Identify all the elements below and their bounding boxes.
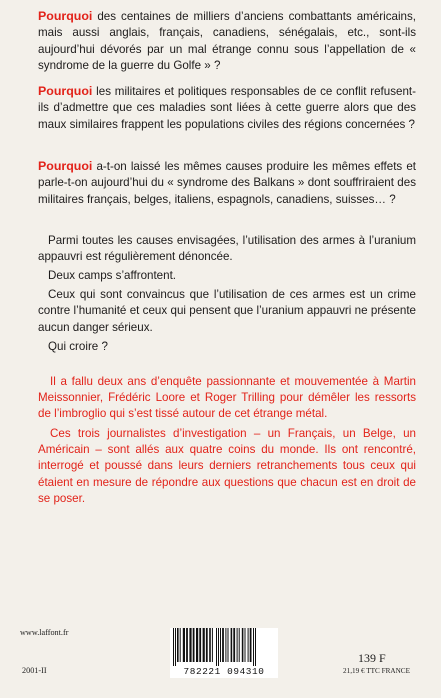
barcode-bar bbox=[220, 628, 221, 662]
barcode-bar bbox=[173, 628, 174, 666]
barcode-bar bbox=[255, 628, 256, 666]
paragraph-two-camps: Deux camps s’affrontent. bbox=[48, 269, 177, 282]
barcode-bar bbox=[248, 628, 249, 662]
barcode-digits: 782221 094310 bbox=[170, 666, 278, 678]
barcode-bar bbox=[193, 628, 195, 662]
question-text: a-t-on laissé les mêmes causes produire les mêmes effets et parle-t-on aujourd’hui du « syndrome des Balkans » dont souffriraient des militaires français, belges, italiens, espagnols, canadiens, suisses… ? bbox=[38, 160, 416, 206]
question-keyword: Pourquoi bbox=[38, 9, 93, 23]
question-3 bbox=[38, 158, 416, 208]
barcode-bar bbox=[218, 628, 219, 666]
barcode-bar bbox=[183, 628, 185, 662]
paragraph-causes: Parmi toutes les causes envisagées, l’utilisation des armes à l’uranium appauvri est régulièrement dénoncée. bbox=[38, 234, 416, 264]
barcode-bar bbox=[216, 628, 217, 666]
question-text: les militaires et politiques responsables de ce conflit refusent-ils d’admettre que ces maladies sont liées à cette guerre alors que des maux similaires frappent les populations civiles des régions concernées ? bbox=[38, 85, 416, 131]
barcode-bar bbox=[233, 628, 235, 662]
barcode-bar bbox=[222, 628, 224, 662]
barcode-bar bbox=[206, 628, 208, 662]
barcode-bar bbox=[228, 628, 229, 662]
question-keyword: Pourquoi bbox=[38, 84, 93, 98]
question-text: des centaines de milliers d’anciens combattants américains, mais aussi anglais, français, canadiens, sénégalais, etc., sont-ils aujourd’hui dévorés par un mal étrange connu sous l’appellation de « syndrome de la guerre du Golfe » ? bbox=[38, 10, 416, 73]
barcode-bar bbox=[209, 628, 211, 662]
barcode-bar bbox=[253, 628, 254, 666]
barcode-bar bbox=[196, 628, 198, 662]
barcode-bar bbox=[250, 628, 252, 662]
barcode-bar bbox=[245, 628, 246, 662]
barcode-bar bbox=[199, 628, 201, 662]
red-paragraph-investigation: Il a fallu deux ans d’enquête passionnante et mouvementée à Martin Meissonnier, Frédéric Loore et Roger Trilling pour démêler les ressorts de l’imbroglio qui s’est tissé autour de cet étrange métal. bbox=[38, 375, 416, 421]
barcode-bar bbox=[225, 628, 226, 662]
edition-code: 2001-II bbox=[22, 666, 47, 675]
question-2 bbox=[38, 83, 416, 133]
paragraph-convinced: Ceux qui sont convaincus que l’utilisation de ces armes est un crime contre l’humanité et ceux qui pensent que l’uranium appauvri ne présente aucun danger sérieux. bbox=[38, 288, 416, 334]
barcode-bar bbox=[189, 628, 191, 662]
barcode-bar bbox=[231, 628, 233, 662]
barcode-bar bbox=[186, 628, 188, 662]
barcode-bar bbox=[180, 628, 181, 662]
paragraph-who-to-believe: Qui croire ? bbox=[48, 340, 108, 353]
barcode-bars bbox=[170, 628, 278, 666]
barcode-bar bbox=[212, 628, 213, 662]
question-1 bbox=[38, 8, 416, 75]
publisher-website: www.laffont.fr bbox=[20, 628, 69, 637]
barcode-bar bbox=[175, 628, 176, 666]
red-paragraph-journalists: Ces trois journalistes d’investigation – un Français, un Belge, un Américain – sont allés aux quatre coins du monde. Ils ont rencontré, interrogé et poussé dans leurs derniers retranchements tous ceux qui étaient en mesure de répondre aux questions que chacun est en droit de se poser. bbox=[38, 427, 416, 505]
price-secondary: 21,19 € TTC FRANCE bbox=[343, 667, 410, 675]
barcode-bar bbox=[239, 628, 240, 662]
question-keyword: Pourquoi bbox=[38, 159, 93, 173]
barcode-bar bbox=[177, 628, 179, 662]
barcode bbox=[170, 628, 278, 666]
barcode-bar bbox=[203, 628, 205, 662]
price-main: 139 F bbox=[358, 651, 386, 665]
barcode-bar bbox=[242, 628, 244, 662]
barcode-bar bbox=[237, 628, 238, 662]
